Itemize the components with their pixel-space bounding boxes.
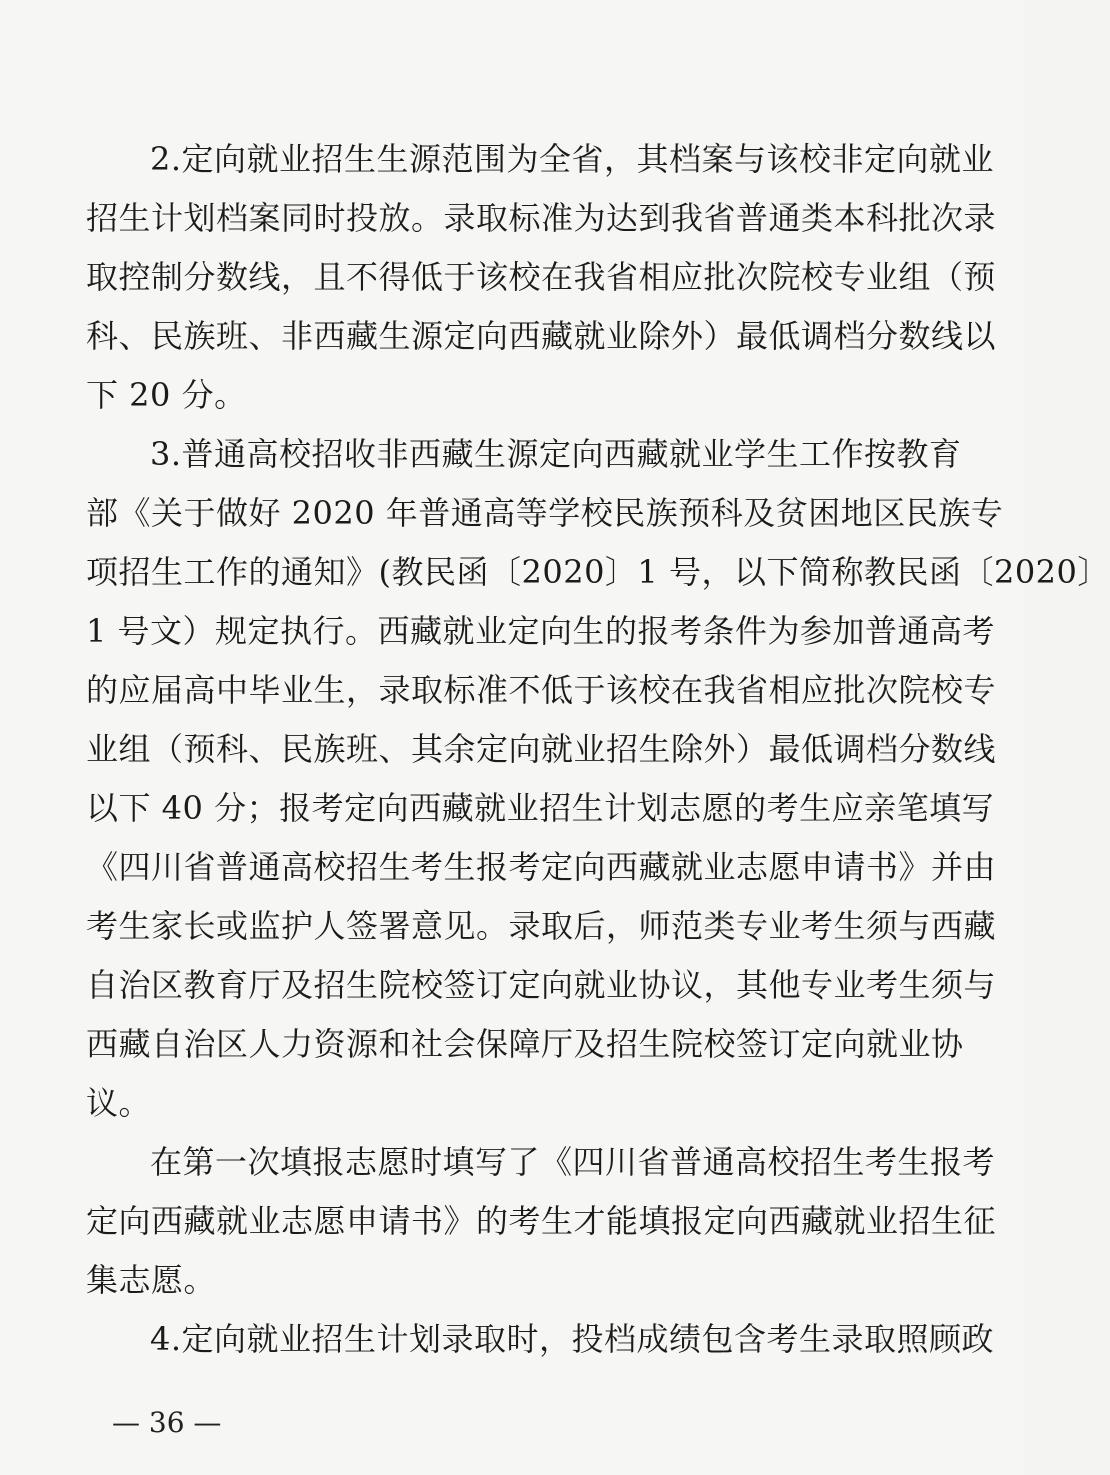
paragraph-3-line-3: 项招生工作的通知》(教民函〔2020〕1 号，以下简称教民函〔2020〕: [86, 553, 1110, 591]
paragraph-3-line-1: 3.普通高校招收非西藏生源定向西藏就业学生工作按教育: [150, 435, 962, 473]
paragraph-2-line-2: 招生计划档案同时投放。录取标准为达到我省普通类本科批次录: [86, 199, 997, 237]
paragraph-3-line-12: 议。: [86, 1084, 152, 1122]
paragraph-3-line-7: 以下 40 分；报考定向西藏就业招生计划志愿的考生应亲笔填写: [86, 789, 995, 827]
paragraph-3-line-2: 部《关于做好 2020 年普通高等学校民族预科及贫困地区民族专: [86, 494, 1004, 532]
paragraph-3-line-9: 考生家长或监护人签署意见。录取后，师范类专业考生须与西藏: [86, 907, 997, 945]
paragraph-2-line-4: 科、民族班、非西藏生源定向西藏就业除外）最低调档分数线以: [86, 317, 997, 355]
paragraph-3-line-11: 西藏自治区人力资源和社会保障厅及招生院校签订定向就业协: [86, 1025, 964, 1063]
paragraph-3-line-8: 《四川省普通高校招生考生报考定向西藏就业志愿申请书》并由: [86, 848, 997, 886]
page-number: — 36 —: [112, 1406, 222, 1439]
paragraph-note-line-2: 定向西藏就业志愿申请书》的考生才能填报定向西藏就业招生征: [86, 1202, 997, 1240]
paragraph-3-line-10: 自治区教育厅及招生院校签订定向就业协议，其他专业考生须与: [86, 966, 997, 1004]
paragraph-3-line-5: 的应届高中毕业生，录取标准不低于该校在我省相应批次院校专: [86, 671, 997, 709]
paragraph-note-line-1: 在第一次填报志愿时填写了《四川省普通高校招生考生报考: [150, 1143, 996, 1181]
paragraph-3-line-4: 1 号文）规定执行。西藏就业定向生的报考条件为参加普通高考: [86, 612, 996, 650]
paragraph-2-line-5: 下 20 分。: [86, 376, 247, 414]
paragraph-note-line-3: 集志愿。: [86, 1261, 217, 1299]
paragraph-3-line-6: 业组（预科、民族班、其余定向就业招生除外）最低调档分数线: [86, 730, 997, 768]
paragraph-4-line-1: 4.定向就业招生计划录取时，投档成绩包含考生录取照顾政: [150, 1320, 995, 1358]
paragraph-2-line-1: 2.定向就业招生生源范围为全省，其档案与该校非定向就业: [150, 140, 995, 178]
paragraph-2-line-3: 取控制分数线，且不得低于该校在我省相应批次院校专业组（预: [86, 258, 997, 296]
